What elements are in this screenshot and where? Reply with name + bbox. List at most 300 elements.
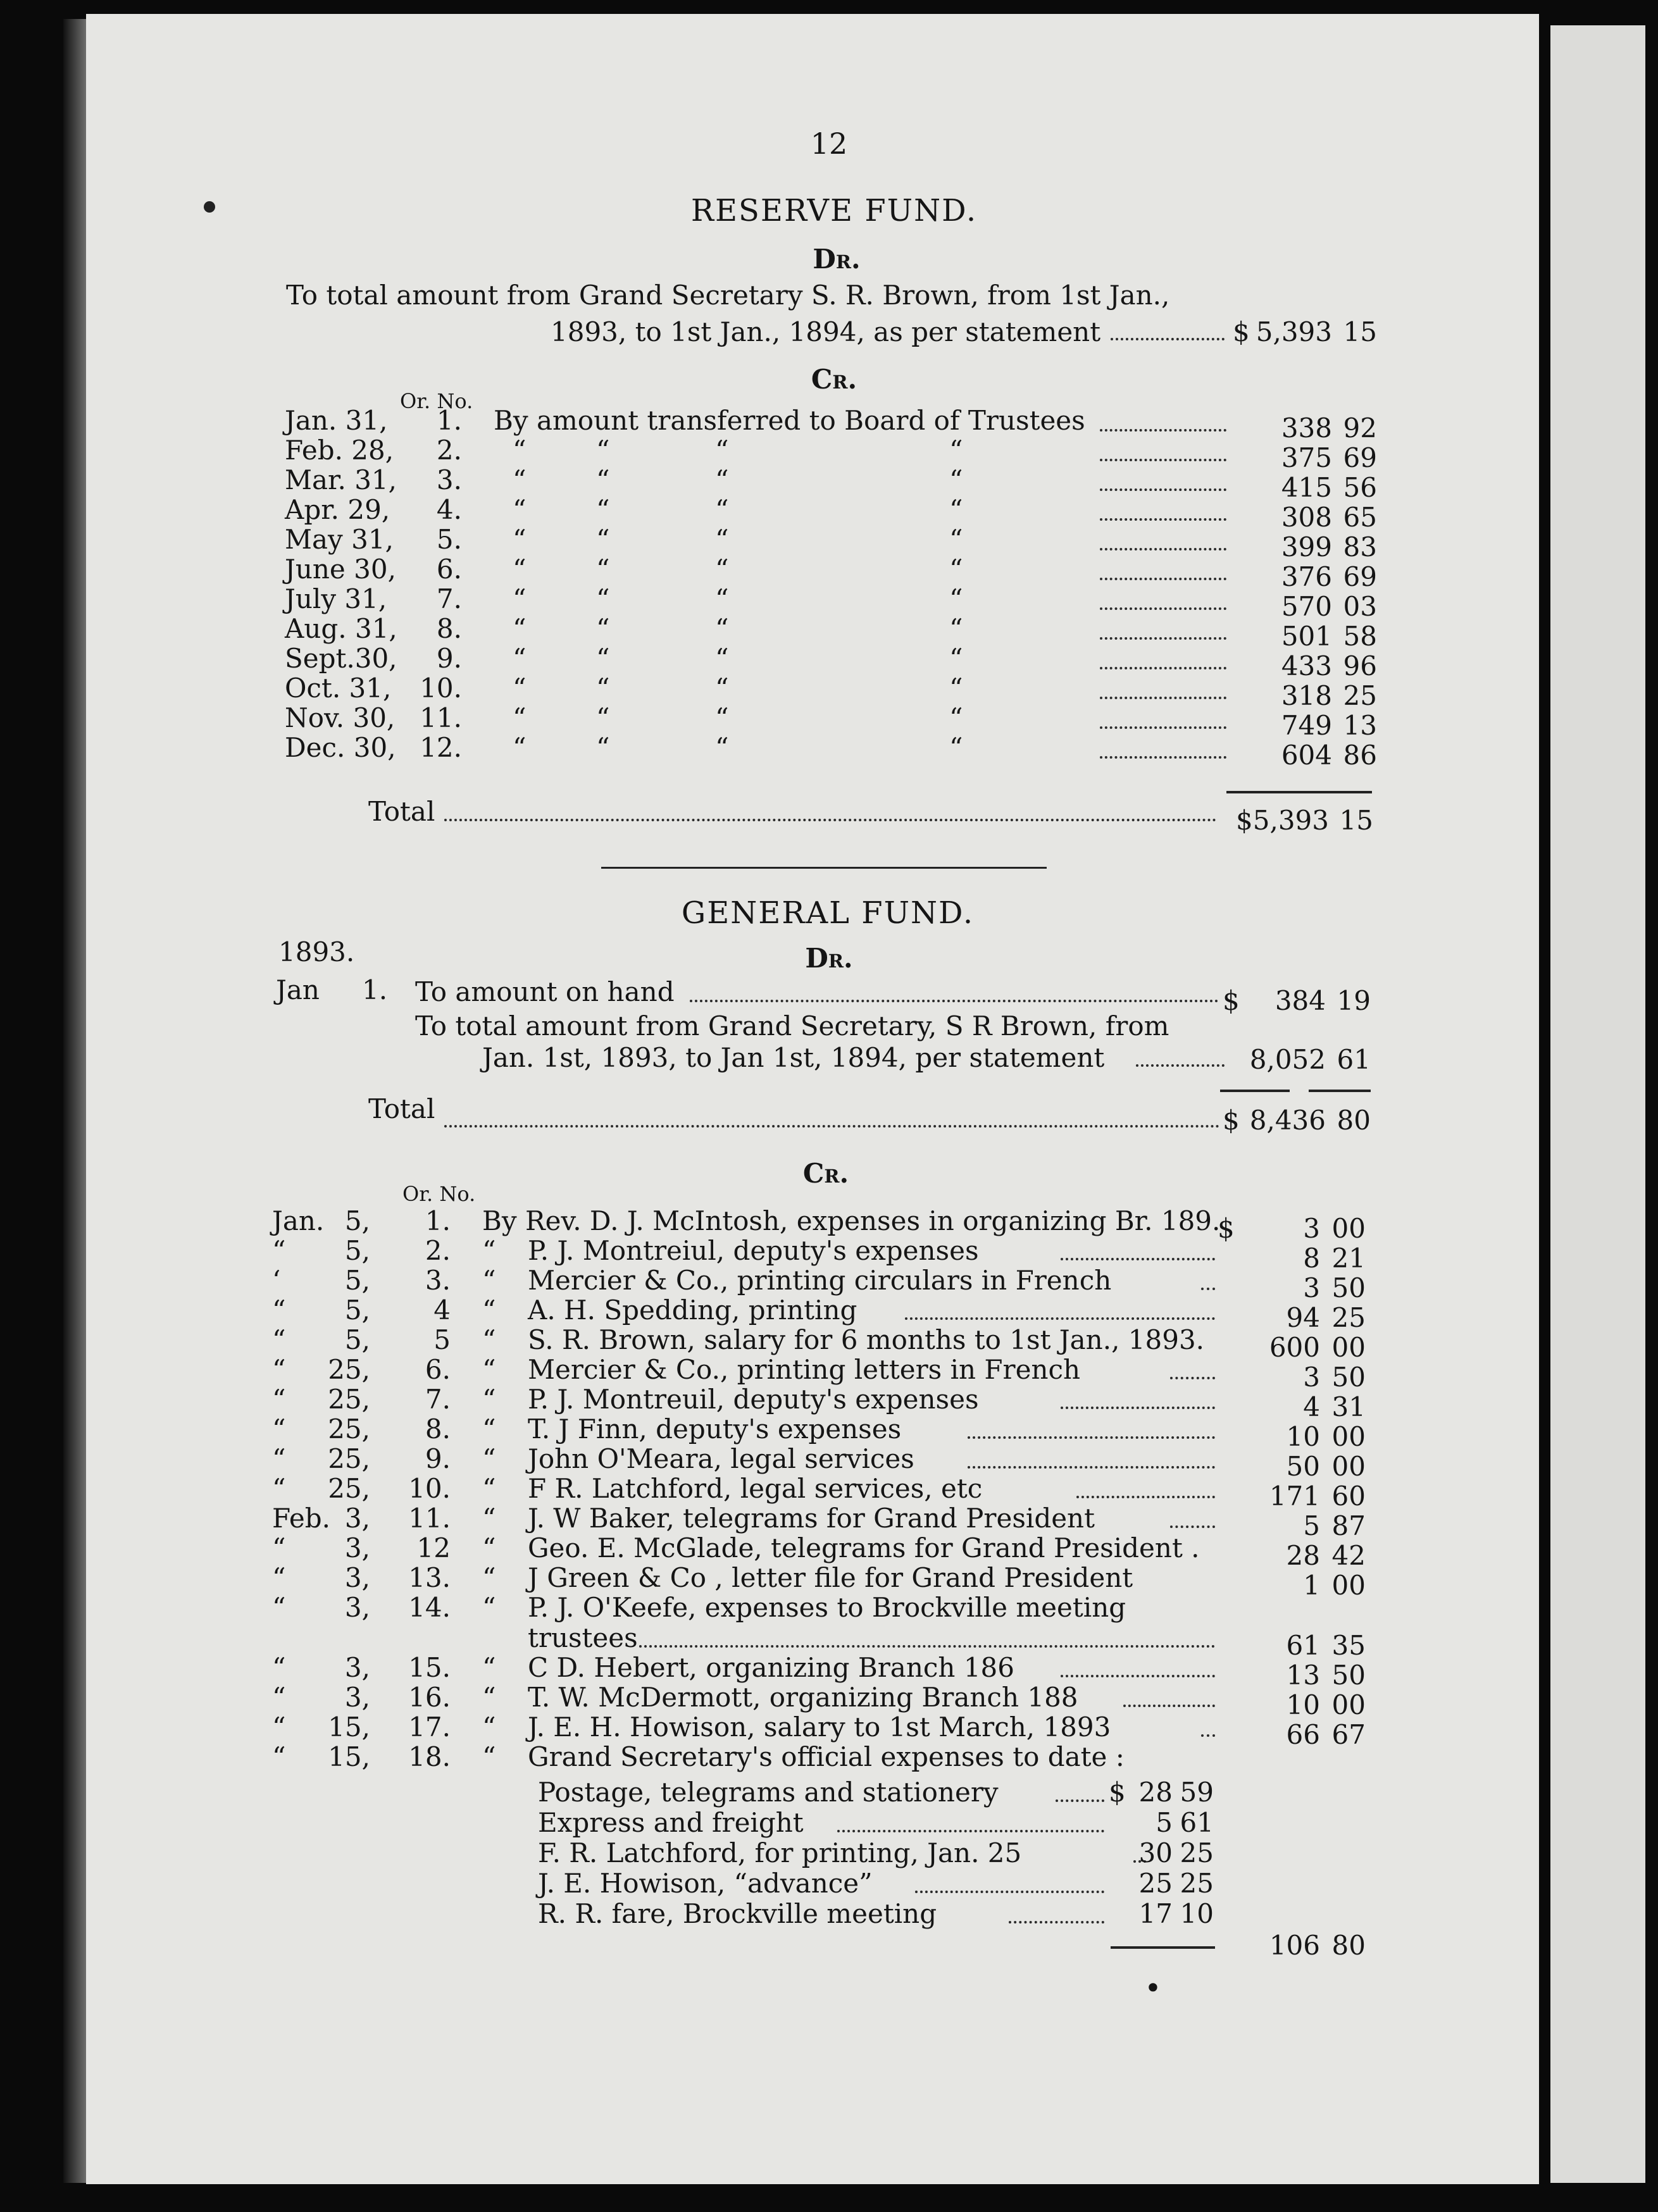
order-number: 6. xyxy=(425,1354,451,1385)
by-ditto: By xyxy=(482,1205,517,1236)
entry-month: “ xyxy=(272,1652,286,1683)
sub-item-description: F. R. Latchford, for printing, Jan. 25 xyxy=(538,1837,1022,1868)
order-number: 10. xyxy=(408,1473,451,1504)
amount-dollars: 3 xyxy=(1303,1362,1320,1393)
order-number: 7. xyxy=(436,583,462,614)
sub-amount-cents: 59 xyxy=(1180,1777,1214,1808)
ditto-mark: “ xyxy=(949,643,963,674)
amount-dollars: 4 xyxy=(1303,1391,1320,1422)
amount-cents: 21 xyxy=(1331,1243,1366,1274)
amount-cents: 25 xyxy=(1331,1302,1366,1333)
amount-dollars: 10 xyxy=(1286,1689,1320,1720)
leader-dots xyxy=(1100,607,1226,610)
order-number: 12. xyxy=(420,732,462,763)
entry-description: P. J. Montreuil, deputy's expenses xyxy=(528,1384,979,1415)
leader-dots xyxy=(1009,1921,1104,1923)
entry-date: Oct. 31, xyxy=(285,673,392,704)
sub-amount-dollars: 25 xyxy=(1138,1868,1173,1899)
entry-day: 5, xyxy=(344,1265,370,1296)
amount-cents: 00 xyxy=(1331,1451,1366,1482)
entry-month: “ xyxy=(272,1473,286,1504)
amount-dollars: 318 xyxy=(1281,680,1332,711)
amount-cents: 58 xyxy=(1343,621,1377,652)
ink-spot xyxy=(204,201,215,213)
reserve-dr-amount: 5,393 xyxy=(1256,316,1332,347)
amount-dollars: 433 xyxy=(1281,650,1332,681)
ditto-mark: “ xyxy=(949,554,963,585)
order-number: 16. xyxy=(408,1682,451,1713)
ditto-mark: “ xyxy=(596,435,610,466)
leader-dots xyxy=(1100,488,1226,491)
entry-day: 25, xyxy=(328,1473,370,1504)
order-number: 5. xyxy=(436,524,462,555)
ditto-mark: “ xyxy=(715,732,729,763)
amount-dollars: 376 xyxy=(1281,561,1332,592)
dollar-sign: $ xyxy=(1109,1777,1126,1808)
entry-description: S. R. Brown, salary for 6 months to 1st Jan., 1893. xyxy=(528,1324,1205,1355)
amount-cents: 96 xyxy=(1343,650,1377,681)
entry-day: 25, xyxy=(328,1354,370,1385)
order-number: 9. xyxy=(436,643,462,674)
ditto-mark: “ xyxy=(715,583,729,614)
entry-date: Mar. 31, xyxy=(285,464,397,495)
entry-description: J Green & Co , letter file for Grand President xyxy=(528,1562,1133,1593)
entry-day: 15, xyxy=(328,1712,370,1743)
reserve-fund-title: RESERVE FUND. xyxy=(690,193,978,228)
general-dr-cents1: 19 xyxy=(1337,985,1371,1016)
order-number: 2. xyxy=(436,435,462,466)
entry-day: 5, xyxy=(344,1295,370,1326)
order-number: 11. xyxy=(420,702,462,733)
ditto-mark: “ xyxy=(949,494,963,525)
sub-amount-dollars: 30 xyxy=(1138,1837,1173,1868)
amount-cents: 83 xyxy=(1343,531,1377,562)
order-number: 12 xyxy=(416,1532,451,1563)
sub-item-description: R. R. fare, Brockville meeting xyxy=(538,1898,937,1929)
leader-dots xyxy=(1061,1407,1215,1409)
by-ditto: “ xyxy=(482,1592,496,1623)
amount-dollars: 3 xyxy=(1303,1272,1320,1303)
sub-amount-cents: 61 xyxy=(1180,1807,1214,1838)
entry-date: Jan. 31, xyxy=(285,405,388,436)
ditto-mark: “ xyxy=(513,524,527,555)
general-total-label: Total xyxy=(368,1093,435,1124)
entry-description: Geo. E. McGlade, telegrams for Grand President . xyxy=(528,1532,1200,1563)
entry-description: C D. Hebert, organizing Branch 186 xyxy=(528,1652,1014,1683)
entry-month: “ xyxy=(272,1235,286,1266)
amount-cents: 00 xyxy=(1331,1332,1366,1363)
leader-dots xyxy=(1061,1675,1215,1677)
sub-amount-cents: 25 xyxy=(1180,1868,1214,1899)
dollar-sign: $ xyxy=(1218,1213,1235,1244)
general-dr-dollar: $ xyxy=(1223,985,1240,1016)
entry-month: Jan. xyxy=(272,1205,325,1236)
entry-description: Rev. D. J. McIntosh, expenses in organizing Br. 189. xyxy=(525,1205,1221,1236)
entry-day: 3, xyxy=(344,1562,370,1593)
amount-cents: 56 xyxy=(1343,472,1377,503)
order-number: 1. xyxy=(436,405,462,436)
ditto-mark: “ xyxy=(715,494,729,525)
ditto-mark: “ xyxy=(513,464,527,495)
leader-dots xyxy=(1170,1377,1215,1379)
entry-description: F R. Latchford, legal services, etc xyxy=(528,1473,983,1504)
leader-dots xyxy=(1100,429,1226,432)
leader-dots xyxy=(690,1000,1218,1002)
sub-item-description: J. E. Howison, “advance” xyxy=(538,1868,873,1899)
entry-month: ‘ xyxy=(272,1265,281,1296)
general-total-dollar: $ xyxy=(1223,1105,1240,1136)
leader-dots xyxy=(968,1466,1215,1469)
reserve-dr-dollar: $ xyxy=(1233,316,1250,347)
leader-dots xyxy=(1100,637,1226,640)
entry-month: “ xyxy=(272,1295,286,1326)
general-total-cents: 80 xyxy=(1337,1105,1371,1136)
entry-date: Aug. 31, xyxy=(285,613,397,644)
amount-cents: 87 xyxy=(1331,1510,1366,1541)
entry-month: “ xyxy=(272,1324,286,1355)
order-number: 3. xyxy=(425,1265,451,1296)
section-divider xyxy=(601,867,1047,869)
amount-cents: 92 xyxy=(1343,413,1377,444)
leader-dots xyxy=(905,1317,1215,1320)
order-number: 11. xyxy=(408,1503,451,1534)
ditto-mark: “ xyxy=(513,643,527,674)
reserve-dr-label: Dr. xyxy=(813,244,861,275)
sub-total-cents: 80 xyxy=(1331,1930,1366,1961)
ditto-mark: “ xyxy=(715,613,729,644)
by-ditto: “ xyxy=(482,1384,496,1415)
ditto-mark: “ xyxy=(949,702,963,733)
entry-description: Mercier & Co., printing letters in French xyxy=(528,1354,1081,1385)
by-ditto: “ xyxy=(482,1354,496,1385)
leader-dots xyxy=(1061,1258,1215,1260)
amount-cents: 31 xyxy=(1331,1391,1366,1422)
by-ditto: “ xyxy=(482,1652,496,1683)
entry-day: 3, xyxy=(344,1532,370,1563)
entry-day: 5, xyxy=(344,1205,370,1236)
ditto-mark: “ xyxy=(513,732,527,763)
amount-cents: 03 xyxy=(1343,591,1377,622)
ditto-mark: “ xyxy=(949,673,963,704)
by-ditto: “ xyxy=(482,1682,496,1713)
leader-dots xyxy=(915,1891,1104,1893)
order-number: 8. xyxy=(436,613,462,644)
leader-dots xyxy=(837,1830,1104,1832)
reserve-dr-cents: 15 xyxy=(1343,316,1377,347)
ditto-mark: “ xyxy=(513,494,527,525)
by-ditto: “ xyxy=(482,1712,496,1743)
ditto-mark: “ xyxy=(715,702,729,733)
leader-dots xyxy=(444,819,1216,821)
entry-description: P. J. Montreiul, deputy's expenses xyxy=(528,1235,979,1266)
reserve-col-header: Or. No. xyxy=(400,389,473,413)
leader-dots xyxy=(1100,756,1226,759)
by-ditto: “ xyxy=(482,1235,496,1266)
general-dr-amount2: 8,052 xyxy=(1249,1044,1326,1075)
amount-cents: 42 xyxy=(1331,1540,1366,1571)
entry-month: Feb. xyxy=(272,1503,330,1534)
entry-date: Nov. 30, xyxy=(285,702,396,733)
ditto-mark: “ xyxy=(715,554,729,585)
general-dr-line3: Jan. 1st, 1893, to Jan 1st, 1894, per statement xyxy=(482,1042,1105,1073)
entry-date: Apr. 29, xyxy=(285,494,390,525)
ditto-mark: “ xyxy=(596,673,610,704)
by-ditto: “ xyxy=(482,1562,496,1593)
leader-dots xyxy=(1056,1799,1104,1802)
order-number: 10. xyxy=(420,673,462,704)
order-number: 9. xyxy=(425,1443,451,1474)
entry-month: “ xyxy=(272,1592,286,1623)
leader-dots xyxy=(1123,1705,1215,1707)
by-ditto: “ xyxy=(482,1324,496,1355)
ditto-mark: “ xyxy=(715,643,729,674)
amount-cents: 50 xyxy=(1331,1272,1366,1303)
sub-amount-dollars: 28 xyxy=(1138,1777,1173,1808)
by-ditto: “ xyxy=(482,1295,496,1326)
reserve-total-label: Total xyxy=(368,796,435,827)
entry-month: “ xyxy=(272,1682,286,1713)
entry-day: 3, xyxy=(344,1592,370,1623)
amount-dollars: 8 xyxy=(1303,1243,1320,1274)
general-dr-day: 1. xyxy=(362,974,388,1005)
leader-dots xyxy=(1100,726,1226,729)
entry-description: T. W. McDermott, organizing Branch 188 xyxy=(528,1682,1078,1713)
amount-cents: 00 xyxy=(1331,1689,1366,1720)
ditto-mark: “ xyxy=(949,464,963,495)
rule xyxy=(1309,1090,1371,1092)
general-col-header: Or. No. xyxy=(402,1182,476,1206)
leader-dots xyxy=(1076,1496,1215,1498)
entry-description: T. J Finn, deputy's expenses xyxy=(528,1414,902,1445)
amount-cents: 50 xyxy=(1331,1362,1366,1393)
by-ditto: “ xyxy=(482,1741,496,1772)
reserve-dr-line1: To total amount from Grand Secretary S. R. Brown, from 1st Jan., xyxy=(286,280,1170,311)
ditto-mark: “ xyxy=(596,702,610,733)
amount-cents: 25 xyxy=(1343,680,1377,711)
order-number: 1. xyxy=(425,1205,451,1236)
order-number: 5 xyxy=(433,1324,451,1355)
amount-dollars: 570 xyxy=(1281,591,1332,622)
amount-dollars: 600 xyxy=(1269,1332,1320,1363)
entry-month: “ xyxy=(272,1741,286,1772)
general-dr-amount1: 384 xyxy=(1275,985,1326,1016)
sub-amount-cents: 25 xyxy=(1180,1837,1214,1868)
entry-day: 25, xyxy=(328,1414,370,1445)
leader-dots xyxy=(1201,1288,1215,1290)
entry-month: “ xyxy=(272,1712,286,1743)
entry-month: “ xyxy=(272,1414,286,1445)
general-dr-date: Jan xyxy=(276,974,320,1005)
amount-dollars: 50 xyxy=(1286,1451,1320,1482)
amount-cents: 00 xyxy=(1331,1213,1366,1244)
amount-dollars: 94 xyxy=(1286,1302,1320,1333)
amount-cents: 50 xyxy=(1331,1660,1366,1691)
order-number: 7. xyxy=(425,1384,451,1415)
order-number: 15. xyxy=(408,1652,451,1683)
order-number: 6. xyxy=(436,554,462,585)
order-number: 8. xyxy=(425,1414,451,1445)
entry-description: J. W Baker, telegrams for Grand President xyxy=(528,1503,1095,1534)
order-number: 4. xyxy=(436,494,462,525)
ditto-mark: “ xyxy=(715,524,729,555)
sub-total-dollars: 106 xyxy=(1269,1930,1320,1961)
ditto-mark: “ xyxy=(596,643,610,674)
entry-day: 3, xyxy=(344,1503,370,1534)
ditto-mark: “ xyxy=(596,464,610,495)
rule xyxy=(1226,791,1372,793)
ditto-mark: “ xyxy=(513,435,527,466)
entry-date: Sept.30, xyxy=(285,643,397,674)
rule xyxy=(1111,1946,1215,1949)
entry-day: 25, xyxy=(328,1443,370,1474)
amount-cents: 00 xyxy=(1331,1570,1366,1601)
leader-dots xyxy=(639,1645,1215,1648)
amount-cents: 67 xyxy=(1331,1719,1366,1750)
entry-month: “ xyxy=(272,1354,286,1385)
amount-dollars: 61 xyxy=(1286,1630,1320,1661)
leader-dots xyxy=(1100,548,1226,550)
entry-date: June 30, xyxy=(285,554,396,585)
ditto-mark: “ xyxy=(513,673,527,704)
sub-item-description: Postage, telegrams and stationery xyxy=(538,1777,999,1808)
leader-dots xyxy=(1100,459,1226,461)
entry-description: By amount transferred to Board of Trustees xyxy=(494,405,1085,436)
general-year: 1893. xyxy=(278,936,355,967)
sub-amount-dollars: 17 xyxy=(1138,1898,1173,1929)
entry-description: A. H. Spedding, printing xyxy=(528,1295,857,1326)
entry-description-cont: trustees xyxy=(528,1622,638,1653)
amount-cents: 60 xyxy=(1331,1481,1366,1512)
leader-dots xyxy=(1100,578,1226,580)
amount-cents: 13 xyxy=(1343,710,1377,741)
leader-dots xyxy=(1100,518,1226,521)
amount-dollars: 10 xyxy=(1286,1421,1320,1452)
amount-dollars: 338 xyxy=(1281,413,1332,444)
by-ditto: “ xyxy=(482,1503,496,1534)
general-dr-line2: To total amount from Grand Secretary, S R Brown, from xyxy=(415,1010,1169,1041)
amount-dollars: 171 xyxy=(1269,1481,1320,1512)
leader-dots xyxy=(1100,667,1226,669)
order-number: 13. xyxy=(408,1562,451,1593)
amount-dollars: 28 xyxy=(1286,1540,1320,1571)
sub-amount-cents: 10 xyxy=(1180,1898,1214,1929)
entry-date: Dec. 30, xyxy=(285,732,396,763)
ditto-mark: “ xyxy=(596,583,610,614)
general-total-amount: 8,436 xyxy=(1249,1105,1326,1136)
leader-dots xyxy=(968,1436,1215,1439)
order-number: 14. xyxy=(408,1592,451,1623)
entry-day: 25, xyxy=(328,1384,370,1415)
by-ditto: “ xyxy=(482,1443,496,1474)
leader-dots xyxy=(1201,1734,1215,1737)
entry-description: Mercier & Co., printing circulars in French xyxy=(528,1265,1112,1296)
facing-page-edge xyxy=(1550,25,1645,2183)
ditto-mark: “ xyxy=(596,524,610,555)
ditto-mark: “ xyxy=(949,435,963,466)
amount-dollars: 415 xyxy=(1281,472,1332,503)
entry-description: J. E. H. Howison, salary to 1st March, 1893 xyxy=(528,1712,1111,1743)
entry-month: “ xyxy=(272,1443,286,1474)
ditto-mark: “ xyxy=(513,583,527,614)
entry-date: May 31, xyxy=(285,524,394,555)
page-number: 12 xyxy=(810,127,848,161)
ditto-mark: “ xyxy=(513,613,527,644)
amount-dollars: 501 xyxy=(1281,621,1332,652)
ditto-mark: “ xyxy=(513,554,527,585)
leader-dots xyxy=(1111,338,1225,340)
entry-day: 15, xyxy=(328,1741,370,1772)
sub-amount-dollars: 5 xyxy=(1156,1807,1173,1838)
general-fund-title: GENERAL FUND. xyxy=(681,895,975,931)
leader-dots xyxy=(1100,697,1226,699)
amount-dollars: 1 xyxy=(1303,1570,1320,1601)
entry-month: “ xyxy=(272,1384,286,1415)
amount-dollars: 749 xyxy=(1281,710,1332,741)
leader-dots xyxy=(1136,1064,1225,1067)
reserve-total-cents: 15 xyxy=(1339,805,1373,836)
amount-cents: 69 xyxy=(1343,442,1377,473)
order-number: 2. xyxy=(425,1235,451,1266)
general-dr-label: Dr. xyxy=(805,943,853,974)
entry-month: “ xyxy=(272,1562,286,1593)
by-ditto: “ xyxy=(482,1473,496,1504)
entry-description: Grand Secretary's official expenses to date : xyxy=(528,1741,1125,1772)
page-edge-shadow xyxy=(63,19,86,2183)
entry-description: John O'Meara, legal services xyxy=(528,1443,914,1474)
ditto-mark: “ xyxy=(949,613,963,644)
amount-cents: 69 xyxy=(1343,561,1377,592)
by-ditto: “ xyxy=(482,1532,496,1563)
order-number: 3. xyxy=(436,464,462,495)
general-dr-cents2: 61 xyxy=(1337,1044,1371,1075)
general-dr-line1: To amount on hand xyxy=(415,976,675,1007)
amount-dollars: 5 xyxy=(1303,1510,1320,1541)
leader-dots xyxy=(1170,1525,1215,1528)
amount-cents: 65 xyxy=(1343,502,1377,533)
entry-date: Feb. 28, xyxy=(285,435,394,466)
ink-mark: • xyxy=(1144,1971,1162,2005)
rule xyxy=(1220,1090,1290,1092)
ditto-mark: “ xyxy=(949,524,963,555)
entry-day: 5, xyxy=(344,1324,370,1355)
entry-day: 5, xyxy=(344,1235,370,1266)
general-cr-label: Cr. xyxy=(802,1158,849,1189)
by-ditto: “ xyxy=(482,1265,496,1296)
reserve-dr-line2: 1893, to 1st Jan., 1894, as per statement xyxy=(551,316,1101,347)
amount-dollars: 399 xyxy=(1281,531,1332,562)
amount-cents: 86 xyxy=(1343,740,1377,771)
ditto-mark: “ xyxy=(596,554,610,585)
order-number: 17. xyxy=(408,1712,451,1743)
entry-day: 3, xyxy=(344,1682,370,1713)
sub-item-description: Express and freight xyxy=(538,1807,804,1838)
ditto-mark: “ xyxy=(949,583,963,614)
ditto-mark: “ xyxy=(949,732,963,763)
ditto-mark: “ xyxy=(596,732,610,763)
amount-cents: 35 xyxy=(1331,1630,1366,1661)
amount-dollars: 3 xyxy=(1303,1213,1320,1244)
ditto-mark: “ xyxy=(715,464,729,495)
order-number: 18. xyxy=(408,1741,451,1772)
entry-description: P. J. O'Keefe, expenses to Brockville meeting xyxy=(528,1592,1126,1623)
ditto-mark: “ xyxy=(715,673,729,704)
reserve-cr-label: Cr. xyxy=(811,364,857,395)
amount-dollars: 604 xyxy=(1281,740,1332,771)
amount-dollars: 308 xyxy=(1281,502,1332,533)
entry-day: 3, xyxy=(344,1652,370,1683)
by-ditto: “ xyxy=(482,1414,496,1445)
ditto-mark: “ xyxy=(596,613,610,644)
